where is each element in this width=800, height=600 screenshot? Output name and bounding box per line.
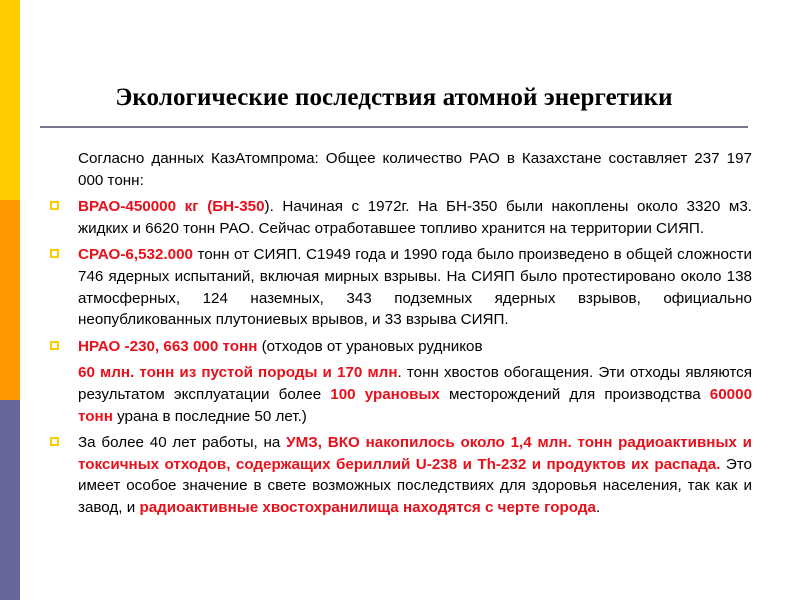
paragraph-uranium-tailings (78, 362, 752, 427)
slide-body (78, 148, 752, 524)
highlight-text: 100 урановых (330, 385, 440, 403)
title-divider (40, 126, 748, 128)
slide-title: Экологические последствия атомной энергетики (115, 84, 673, 111)
square-bullet-icon (50, 201, 59, 210)
square-bullet-icon (50, 437, 59, 446)
highlight-text: ВРАО-450000 кг (БН-350 (78, 198, 265, 216)
bullet-srao (78, 244, 752, 330)
body-text: урана в последние 50 лет.) (112, 407, 307, 425)
bullet-nrao (78, 336, 752, 358)
body-text: ). Начиная с 1972г. На БН-350 были накоплены около 3320 м3. жидких и 6620 тонн РАО. Сейчас отработавшее топливо хранится на территории СИЯП. (78, 198, 752, 237)
highlight-text: УМЗ, ВКО накопилось около 1,4 млн. тонн радиоактивных и токсичных отходов, содержащих бериллий U-238 и Th-232 и продуктов их распада. (78, 434, 752, 473)
highlight-text: 60000 тонн (78, 385, 753, 425)
body-text: месторождений для производства (439, 385, 710, 403)
body-text: Согласно данных КазАтомпрома: Общее количество РАО в Казахстане составляет 237 197 000 тонн: (78, 150, 752, 189)
decor-strip-yellow (0, 0, 20, 200)
body-text: За более 40 лет работы, на (78, 434, 287, 452)
highlight-text: радиоактивные хвостохранилища находятся с черте города (139, 498, 596, 516)
body-text: тонн от СИЯП. С1949 года и 1990 года было произведено в общей сложности 746 ядерных испытаний, включая мирных взрывы. На СИЯП было протестировано около 138 атмосферных, 124 наземных, 343 подземных ядерных взрывов, официально неопубликованных плутониевых врывов, и 33 взрыва СИЯП. (78, 246, 752, 329)
highlight-text: НРАО -230, 663 000 тонн (78, 337, 258, 355)
body-text: . тонн хвостов обогащения. Эти отходы являются результатом эксплуатации более (78, 364, 753, 403)
square-bullet-icon (50, 249, 59, 258)
square-bullet-icon (50, 341, 59, 350)
bullet-vrao (78, 196, 752, 239)
highlight-text: 60 млн. тонн из пустой породы и 170 млн (78, 364, 398, 382)
decor-strip-orange (0, 200, 20, 400)
paragraph-intro (78, 148, 752, 191)
body-text: . (595, 498, 601, 516)
highlight-text: СРАО-6,532.000 (78, 246, 193, 264)
decor-strip-purple (0, 400, 20, 600)
body-text: Это имеет особое значение в свете возможных последствиях для здоровья населения, так как и завод, и (78, 455, 752, 516)
body-text: (отходов от урановых рудников (257, 337, 483, 355)
bullet-umz (78, 432, 752, 518)
